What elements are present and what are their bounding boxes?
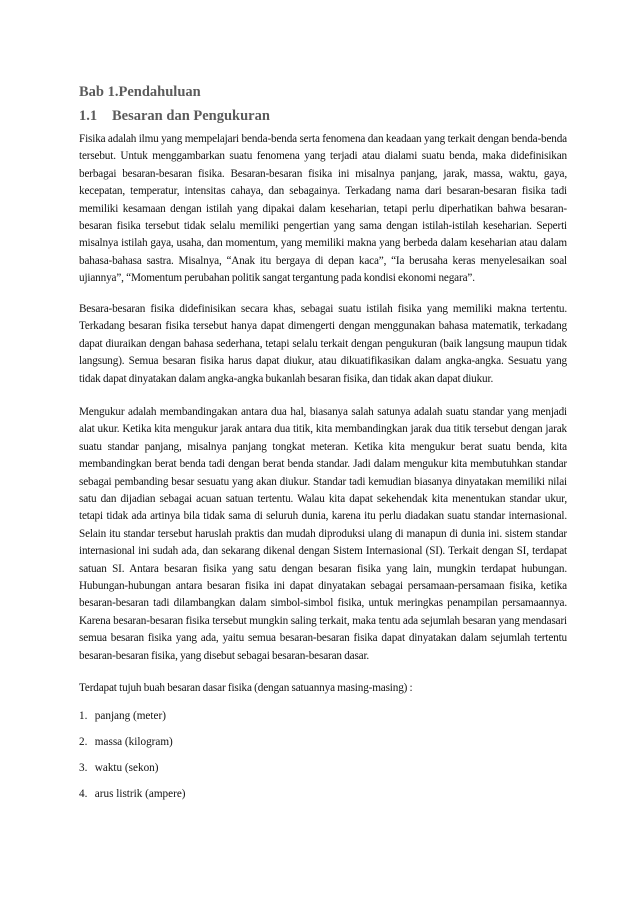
- paragraph-base-quantities: Terdapat tujuh buah besaran dasar fisika (dengan satuannya masing-masing) :: [79, 682, 413, 694]
- list-marker: 1.: [79, 710, 88, 722]
- paragraph-measurement: Mengukur adalah membandingakan antara dua hal, biasanya salah satunya adalah suatu standar yang menjadi alat ukur. Ketika kita mengukur jarak antara dua titik, kita membandingkan jarak dua titik tersebut dengan jarak suatu standar panjang, misalnya panjang tongkat meteran. Ketika kita mengukur berat suatu benda, kita membandingkan berat benda tadi dengan berat benda standar. Jadi dalam mengukur kita membutuhkan standar sebagai pembanding besar sesuatu yang akan diukur. Standar tadi kemudian biasanya dinyatakan memiliki nilai satu dan dijadian sebagai acuan satuan tertentu. Walau kita dapat sekehendak kita menentukan standar ukur, tetapi tidak ada artinya bila tidak sama di seluruh dunia, karena itu perlu diadakan suatu standar internasional. Selain itu standar tersebut haruslah praktis dan mudah diproduksi ulang di manapun di dunia ini. sistem standar internasional ini sudah ada, dan sekarang dikenal dengan Sistem Internasional (SI). Terkait dengan SI, terdapat satuan SI. Antara besaran fisika yang satu dengan besaran fisika yang lain, mungkin terdapat hubungan. Hubungan-hubungan antara besaran fisika ini dapat dinyatakan sebagai persamaan-persamaan fisika, ketika besaran-besaran tadi dilambangkan dalam simbol-simbol fisika, untuk meringkas penampilan persamaannya. Karena besaran-besaran fisika tersebut mungkin saling terkait, maka tentu ada sejumlah besaran yang mendasari semua besaran fisika yang ada, yaitu semua besaran-besaran fisika dapat dinyatakan dalam sejumlah tertentu besaran-besaran fisika, yang disebut sebagai besaran-besaran dasar.: [79, 406, 567, 662]
- paragraph-definition: Besara-besaran fisika didefinisikan secara khas, sebagai suatu istilah fisika yang memiliki makna tertentu. Terkadang besaran fisika tersebut hanya dapat dimengerti dengan menggunakan bahasa matematik, terkadang dapat diuraikan dengan bahasa sederhana, tetapi selalu terkait dengan pengukuran (baik langsung maupun tidak langsung). Semua besaran fisika harus dapat diukur, atau dikuatifikasikan dalam angka-angka. Sesuatu yang tidak dapat dinyatakan dalam angka-angka bukanlah besaran fisika, dan tidak akan dapat diukur.: [79, 303, 567, 385]
- list-item: [79, 786, 186, 803]
- section-title: Besaran dan Pengukuran: [112, 108, 270, 124]
- list-item: [79, 760, 159, 777]
- list-text: panjang (meter): [94, 710, 166, 722]
- list-text: waktu (sekon): [94, 762, 159, 774]
- chapter-title: Bab 1.Pendahuluan: [79, 84, 201, 100]
- paragraph-intro: Fisika adalah ilmu yang mempelajari benda-benda serta fenomena dan keadaan yang terkait dengan benda-benda tersebut. Untuk menggambarkan suatu fenomena yang terjadi atau dialami suatu benda, maka didefinisikan berbagai besaran-besaran fisika. Besaran-besaran fisika ini misalnya panjang, jarak, massa, waktu, gaya, kecepatan, temperatur, intensitas cahaya, dan sebagainya. Terkadang nama dari besaran-besaran fisika tadi memiliki kesamaan dengan istilah yang dipakai dalam keseharian, tetapi perlu diperhatikan bahwa besaran-besaran fisika tersebut tidak selalu memiliki pengertian yang sama dengan istilah-istilah keseharian. Seperti misalnya istilah gaya, usaha, dan momentum, yang memiliki makna yang berbeda dalam keseharian atau dalam bahasa-bahasa sastra. Misalnya, “Anak itu bergaya di depan kaca”, “Ia berusaha keras menyelesaikan soal ujiannya”, “Momentum perubahan politik sangat tergantung pada kondisi ekonomi negara”.: [79, 133, 567, 285]
- list-marker: 4.: [79, 788, 88, 800]
- list-item: [79, 708, 166, 725]
- list-marker: 2.: [79, 736, 88, 748]
- section-heading: [79, 108, 270, 125]
- list-text: arus listrik (ampere): [94, 788, 186, 800]
- list-item: [79, 734, 173, 751]
- section-number: 1.1: [79, 108, 98, 124]
- list-marker: 3.: [79, 762, 88, 774]
- list-text: massa (kilogram): [94, 736, 173, 748]
